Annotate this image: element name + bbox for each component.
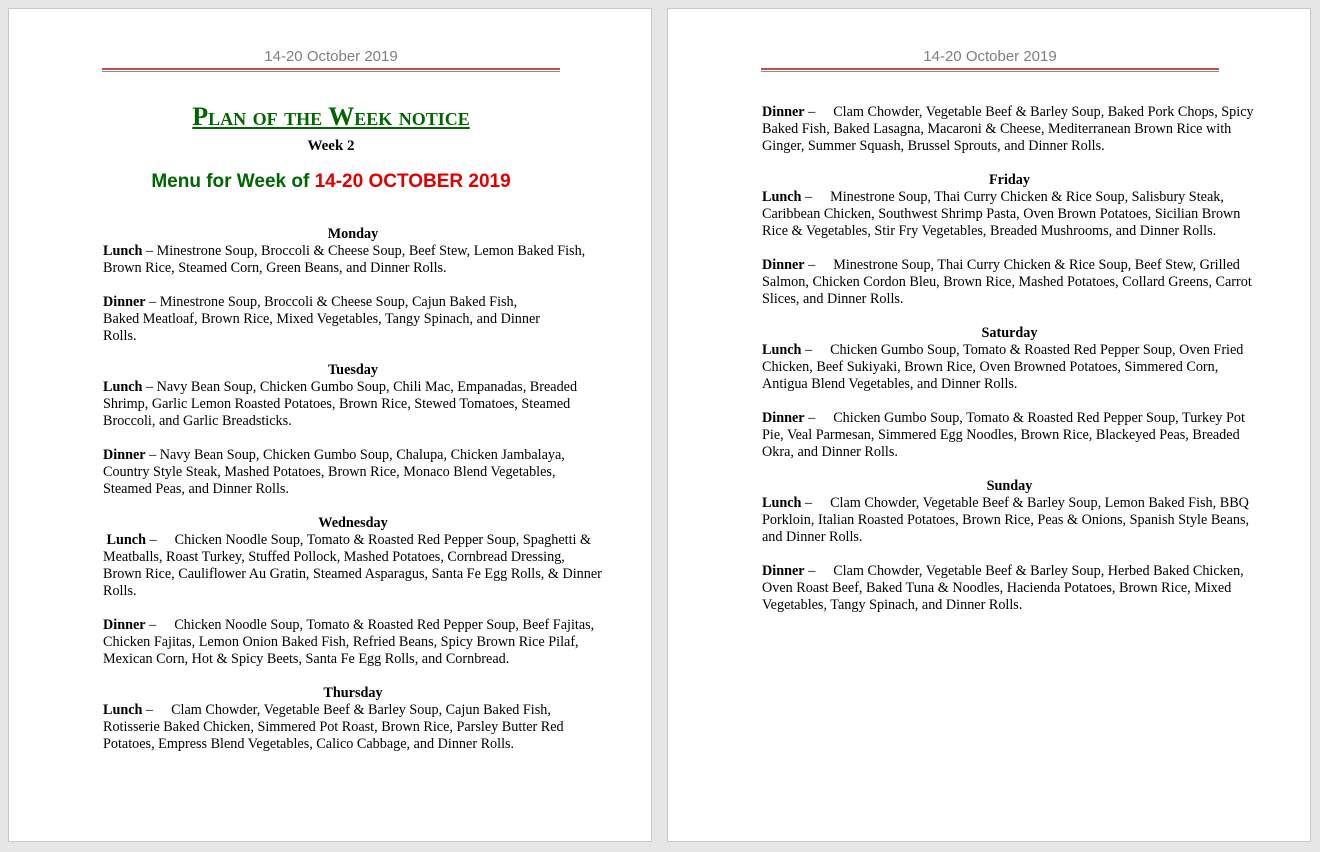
dinner-label: Dinner [103, 447, 146, 463]
lunch-label: Lunch [103, 243, 143, 259]
dash: – [804, 410, 816, 426]
dash: – [145, 447, 160, 463]
dash: – [142, 702, 154, 718]
monday-dinner-items: Minestrone Soup, Broccoli & Cheese Soup, Cajun Baked Fish, Baked Meatloaf, Brown Rice, Mixed Vegetables, Tangy Spinach, and Dinner Rolls. [103, 294, 541, 344]
sunday-dinner [762, 563, 1257, 614]
day-heading-monday: Monday [327, 226, 379, 242]
thursday-dinner [762, 104, 1257, 155]
lunch-label: Lunch [106, 532, 146, 548]
menu-heading-date: 14-20 OCTOBER 2019 [314, 171, 511, 192]
saturday-lunch-items: Chicken Gumbo Soup, Tomato & Roasted Red Pepper Soup, Oven Fried Chicken, Beef Sukiyaki, Brown Rice, Oven Browned Potatoes, Simmered Corn, Antigua Blend Vegetables, and Dinner Rolls. [762, 342, 1244, 392]
dinner-label: Dinner [103, 294, 146, 310]
header-date: 14-20 October 2019 [923, 48, 1057, 65]
lunch-label: Lunch [762, 189, 802, 205]
header-rule [102, 68, 560, 72]
dinner-label: Dinner [103, 617, 146, 633]
monday-lunch [103, 243, 603, 277]
dinner-label: Dinner [762, 104, 805, 120]
day-heading-wednesday: Wednesday [318, 515, 388, 531]
dash: – [801, 342, 813, 358]
wednesday-lunch [103, 532, 603, 600]
lunch-label: Lunch [762, 495, 802, 511]
header-rule [761, 68, 1219, 72]
header-date: 14-20 October 2019 [264, 48, 398, 65]
menu-heading-prefix: Menu for Week of [151, 171, 315, 192]
day-heading-thursday: Thursday [323, 685, 383, 701]
menu-heading [102, 171, 560, 193]
menu-content-page-1 [103, 226, 603, 753]
friday-dinner-items: Minestrone Soup, Thai Curry Chicken & Rice Soup, Beef Stew, Grilled Salmon, Chicken Cordon Bleu, Brown Rice, Mashed Potatoes, Collard Greens, Carrot Slices, and Dinner Rolls. [762, 257, 1252, 307]
tuesday-lunch [103, 379, 603, 430]
saturday-dinner-items: Chicken Gumbo Soup, Tomato & Roasted Red Pepper Soup, Turkey Pot Pie, Veal Parmesan, Simmered Egg Noodles, Brown Rice, Blackeyed Peas, Breaded Okra, and Dinner Rolls. [762, 410, 1245, 460]
dash: – [801, 189, 813, 205]
saturday-dinner [762, 410, 1257, 461]
dash: – [142, 379, 157, 395]
dinner-label: Dinner [762, 257, 805, 273]
dash: – [801, 495, 813, 511]
friday-dinner [762, 257, 1257, 308]
dinner-label: Dinner [762, 410, 805, 426]
day-heading-tuesday: Tuesday [328, 362, 378, 378]
lunch-label: Lunch [762, 342, 802, 358]
saturday-lunch [762, 342, 1257, 393]
dash: – [804, 563, 816, 579]
friday-lunch [762, 189, 1257, 240]
wednesday-dinner [103, 617, 603, 668]
tuesday-lunch-items: Navy Bean Soup, Chicken Gumbo Soup, Chili Mac, Empanadas, Breaded Shrimp, Garlic Lemon Roasted Potatoes, Brown Rice, Stewed Tomatoes, Steamed Broccoli, and Garlic Breadsticks. [103, 379, 578, 429]
wednesday-lunch-items: Chicken Noodle Soup, Tomato & Roasted Red Pepper Soup, Spaghetti & Meatballs, Roast Turkey, Stuffed Pollock, Mashed Potatoes, Cornbread Dressing, Brown Rice, Cauliflower Au Gratin, Steamed Asparagus, Santa Fe Egg Rolls, & Dinner Rolls. [103, 532, 602, 599]
day-heading-sunday: Sunday [986, 478, 1033, 494]
tuesday-dinner [103, 447, 603, 498]
dash: – [145, 532, 157, 548]
wednesday-dinner-items: Chicken Noodle Soup, Tomato & Roasted Red Pepper Soup, Beef Fajitas, Chicken Fajitas, Lemon Onion Baked Fish, Refried Beans, Spicy Brown Rice Pilaf, Mexican Corn, Hot & Spicy Beets, Santa Fe Egg Rolls, and Cornbread. [103, 617, 595, 667]
monday-dinner [103, 294, 543, 345]
dash: – [145, 617, 157, 633]
thursday-lunch-items: Clam Chowder, Vegetable Beef & Barley Soup, Cajun Baked Fish, Rotisserie Baked Chicken, Simmered Pot Roast, Brown Rice, Parsley Butter Red Potatoes, Empress Blend Vegetables, Calico Cabbage, and Dinner Rolls. [103, 702, 564, 752]
tuesday-dinner-items: Navy Bean Soup, Chicken Gumbo Soup, Chalupa, Chicken Jambalaya, Country Style Steak, Mashed Potatoes, Brown Rice, Monaco Blend Vegetables, Steamed Peas, and Dinner Rolls. [103, 447, 565, 497]
thursday-dinner-items: Clam Chowder, Vegetable Beef & Barley Soup, Baked Pork Chops, Spicy Baked Fish, Baked Lasagna, Macaroni & Cheese, Mediterranean Brown Rice with Ginger, Summer Squash, Brussel Sprouts, and Dinner Rolls. [762, 104, 1254, 154]
document-page-1 [8, 8, 652, 842]
dash: – [142, 243, 157, 259]
dinner-label: Dinner [762, 563, 805, 579]
document-page-2 [667, 8, 1311, 842]
thursday-lunch [103, 702, 603, 753]
sunday-lunch-items: Clam Chowder, Vegetable Beef & Barley Soup, Lemon Baked Fish, BBQ Porkloin, Italian Roasted Potatoes, Brown Rice, Peas & Onions, Spanish Style Beans, and Dinner Rolls. [762, 495, 1250, 545]
sunday-lunch [762, 495, 1257, 546]
sunday-dinner-items: Clam Chowder, Vegetable Beef & Barley Soup, Herbed Baked Chicken, Oven Roast Beef, Baked Tuna & Noodles, Hacienda Potatoes, Brown Rice, Mixed Vegetables, Tangy Spinach, and Dinner Rolls. [762, 563, 1244, 613]
document-title: Plan of the Week notice [192, 102, 470, 131]
friday-lunch-items: Minestrone Soup, Thai Curry Chicken & Rice Soup, Salisbury Steak, Caribbean Chicken, Southwest Shrimp Pasta, Oven Brown Potatoes, Sicilian Brown Rice & Vegetables, Stir Fry Vegetables, Breaded Mushrooms, and Dinner Rolls. [762, 189, 1241, 239]
monday-lunch-items: Minestrone Soup, Broccoli & Cheese Soup, Beef Stew, Lemon Baked Fish, Brown Rice, Steamed Corn, Green Beans, and Dinner Rolls. [103, 243, 586, 276]
week-label: Week 2 [307, 138, 355, 154]
lunch-label: Lunch [103, 702, 143, 718]
day-heading-saturday: Saturday [981, 325, 1038, 341]
day-heading-friday: Friday [989, 172, 1030, 188]
dash: – [145, 294, 160, 310]
menu-content-page-2 [762, 104, 1257, 614]
dash: – [804, 257, 816, 273]
dash: – [804, 104, 816, 120]
lunch-label: Lunch [103, 379, 143, 395]
